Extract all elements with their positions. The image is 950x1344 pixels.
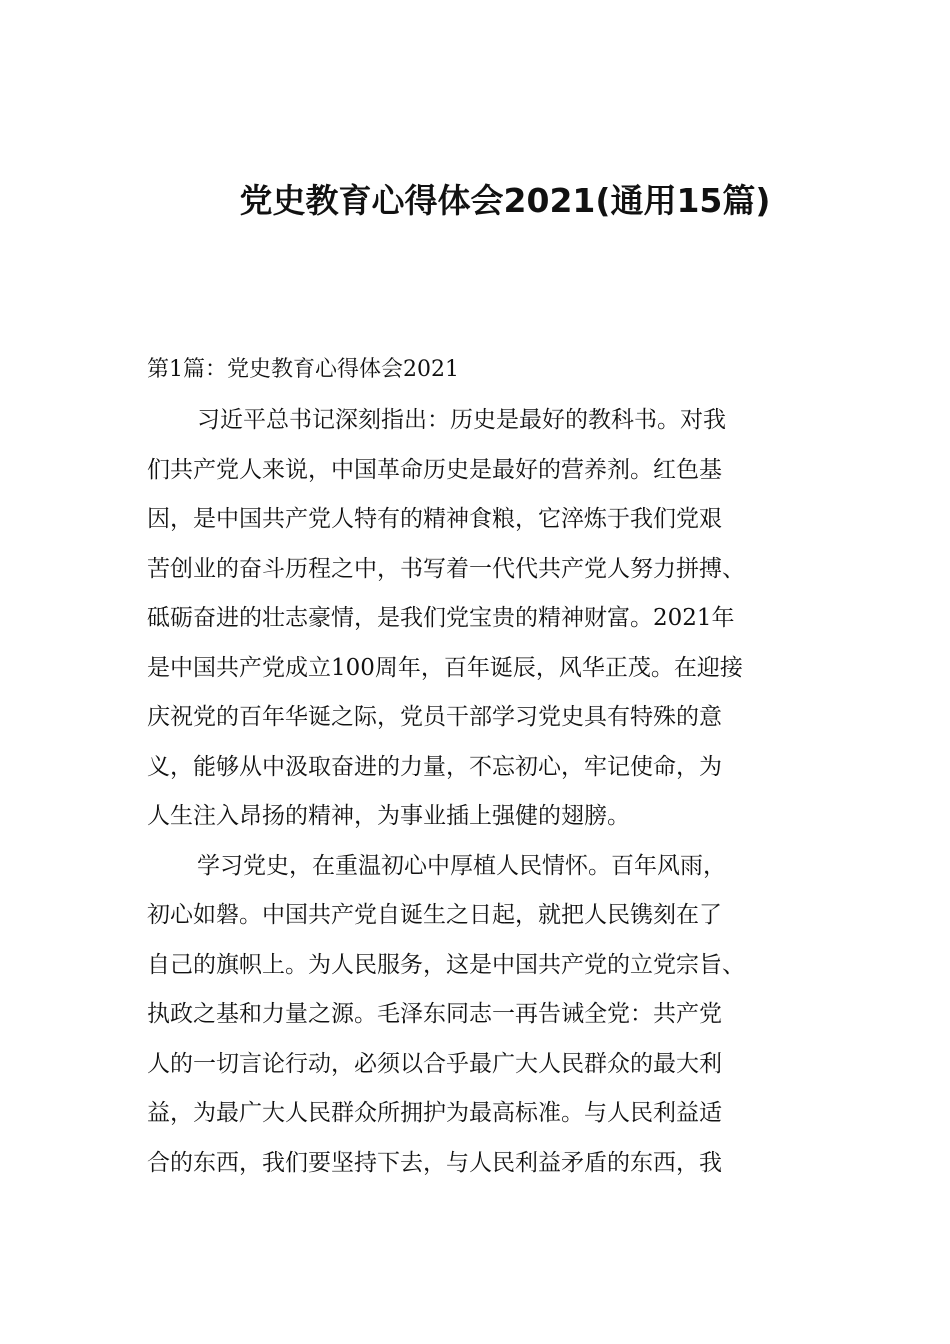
paragraph-line: 因，是中国共产党人特有的精神食粮，它淬炼于我们党艰 [147, 506, 722, 532]
section-heading: 第1篇：党史教育心得体会2021 [147, 357, 459, 382]
paragraph-line: 学习党史，在重温初心中厚植人民情怀。百年风雨， [197, 852, 726, 879]
paragraph-line: 义，能够从中汲取奋进的力量，不忘初心，牢记使命，为 [147, 753, 722, 780]
paragraph-line: 庆祝党的百年华诞之际，党员干部学习党史具有特殊的意 [147, 704, 722, 730]
paragraph-line: 人生注入昂扬的精神，为事业插上强健的翅膀。 [147, 803, 630, 829]
body-text [147, 400, 827, 1192]
paragraph-line: 初心如磐。中国共产党自诞生之日起，就把人民镌刻在了 [147, 902, 722, 928]
paragraph-line: 苦创业的奋斗历程之中，书写着一代代共产党人努力拼搏、 [147, 555, 745, 582]
paragraph-line: 习近平总书记深刻指出：历史是最好的教科书。对我 [197, 407, 726, 433]
paragraph-line: 人的一切言论行动，必须以合乎最广大人民群众的最大利 [147, 1050, 722, 1077]
paragraph-line: 砥砺奋进的壮志豪情，是我们党宝贵的精神财富。2021年 [147, 605, 735, 631]
paragraph-line: 执政之基和力量之源。毛泽东同志一再告诫全党：共产党 [147, 1001, 722, 1027]
paragraph-line: 是中国共产党成立100周年，百年诞辰，风华正茂。在迎接 [147, 654, 743, 681]
paragraph-line: 合的东西，我们要坚持下去，与人民利益矛盾的东西，我 [147, 1149, 722, 1176]
document-title: 党史教育心得体会2021(通用15篇) [239, 181, 771, 220]
paragraph-line: 们共产党人来说，中国革命历史是最好的营养剂。红色基 [147, 456, 722, 483]
paragraph-line: 益，为最广大人民群众所拥护为最高标准。与人民利益适 [147, 1100, 722, 1126]
paragraph-line: 自己的旗帜上。为人民服务，这是中国共产党的立党宗旨、 [147, 951, 745, 978]
